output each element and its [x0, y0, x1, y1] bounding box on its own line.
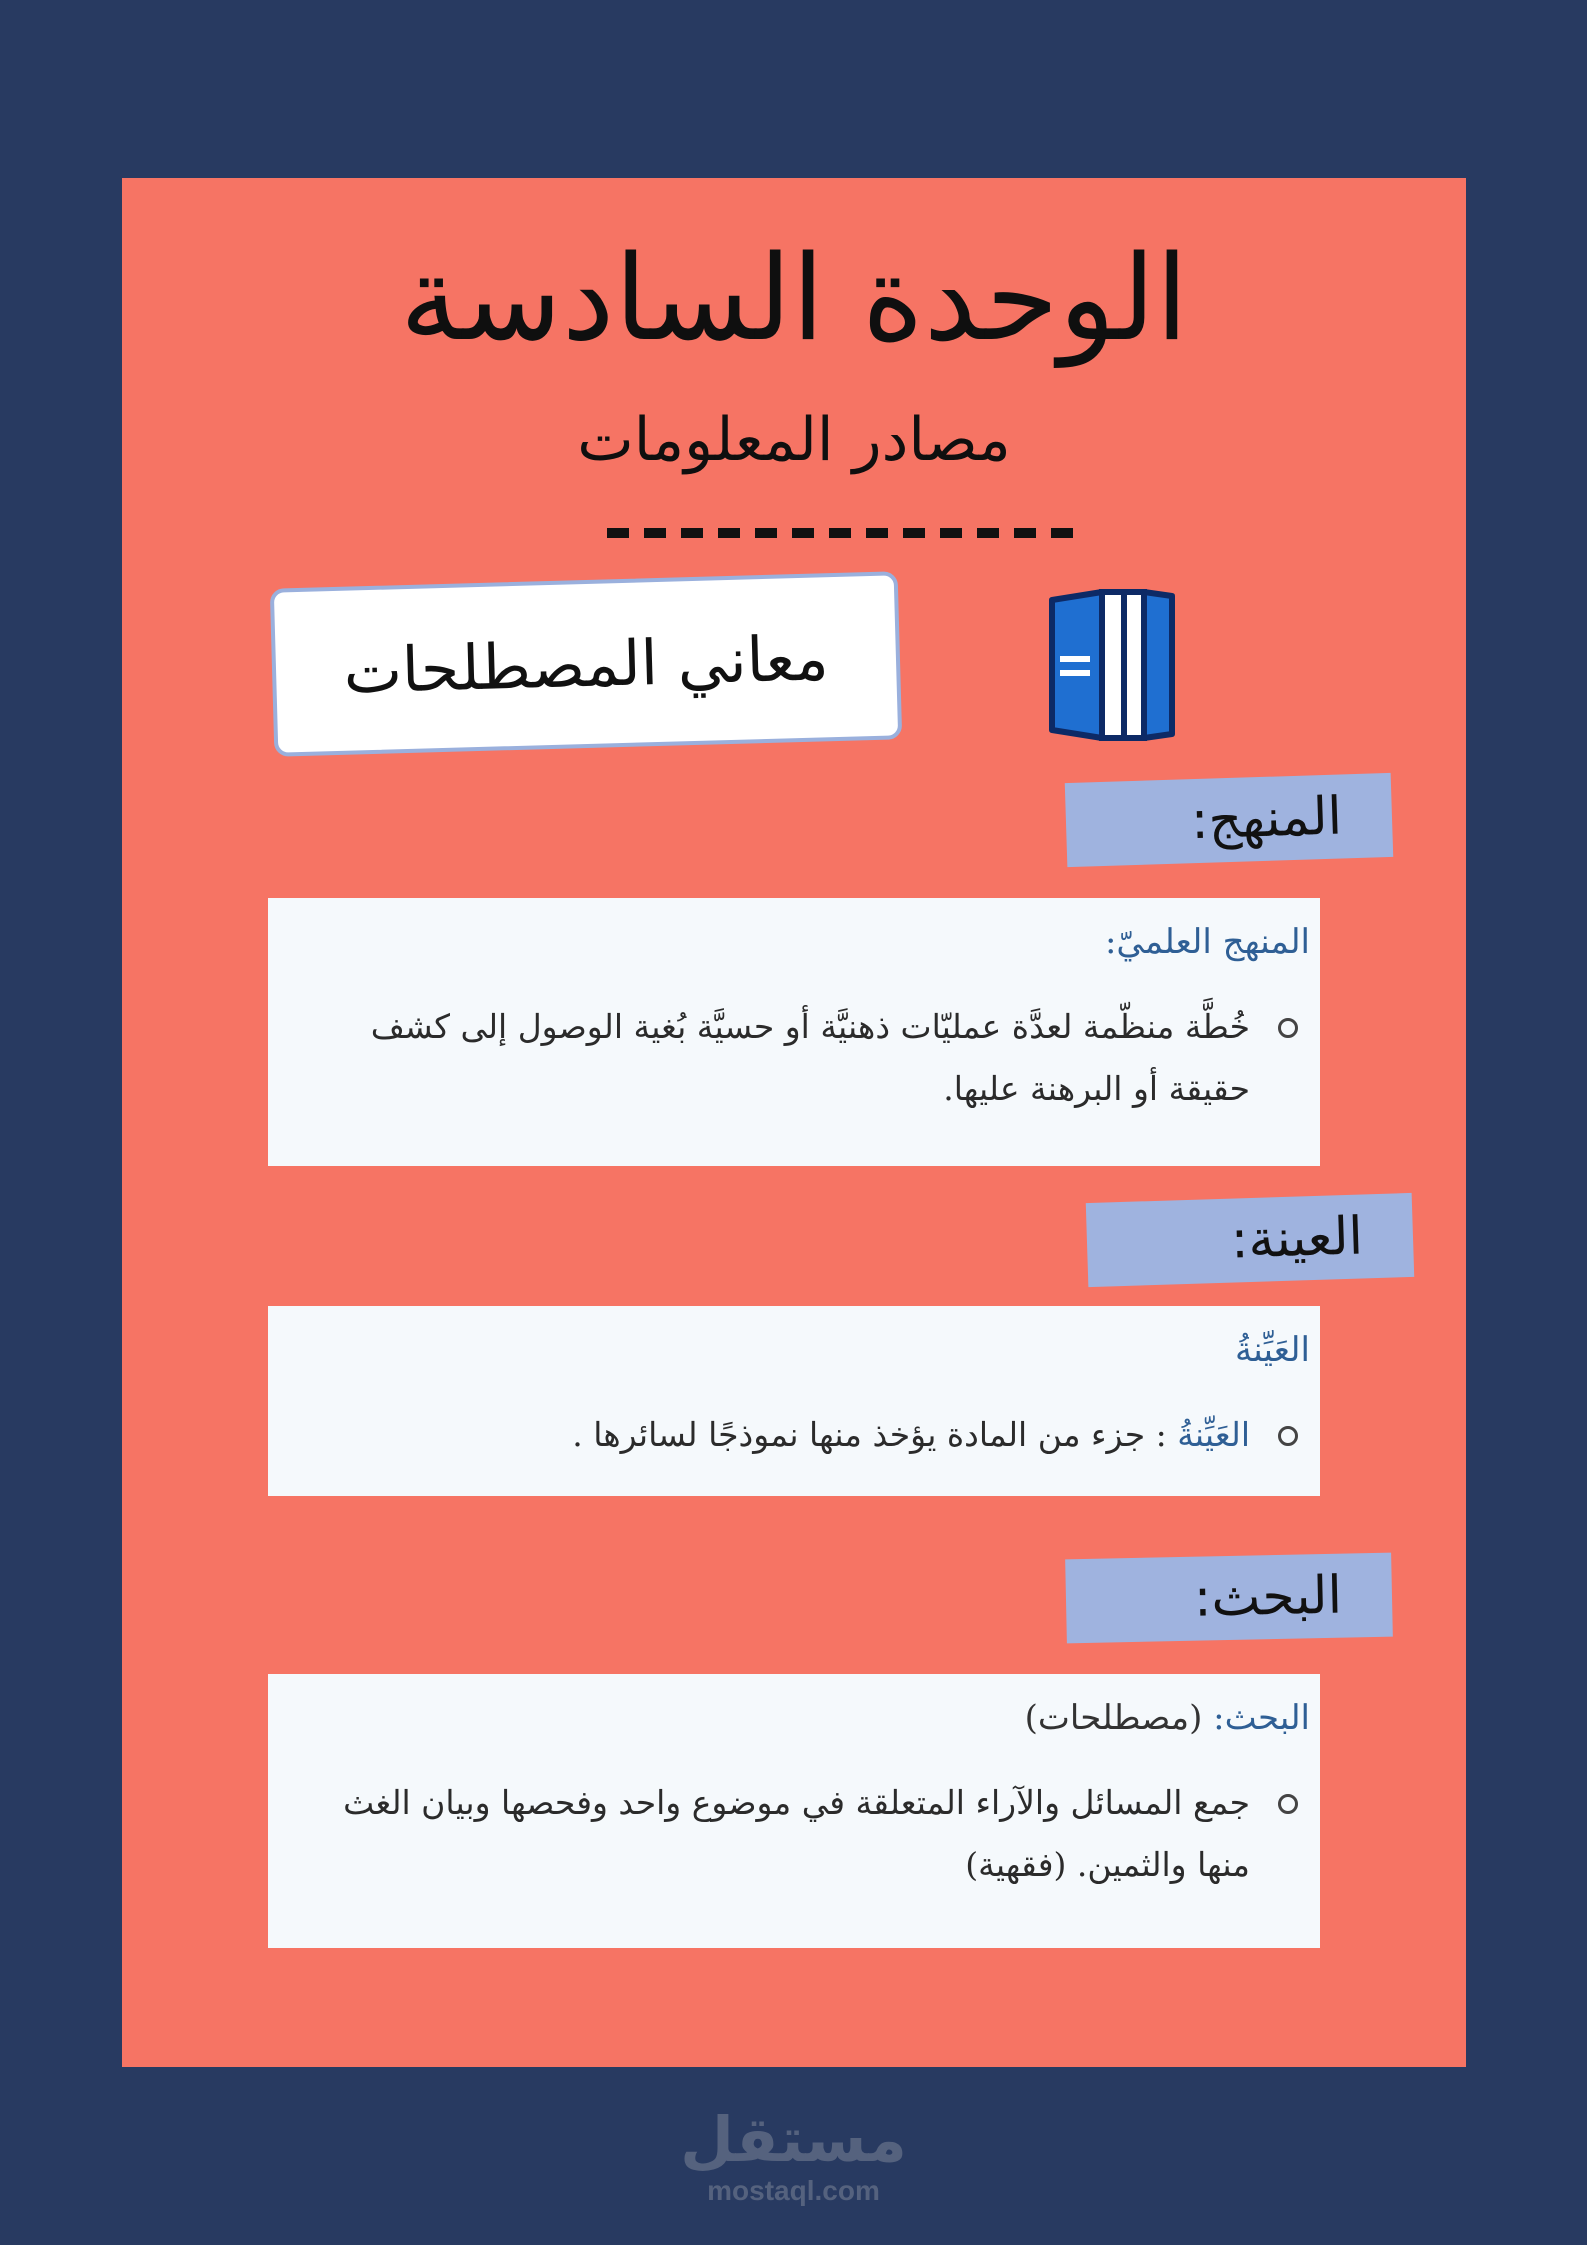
definition-heading: المنهج العلميّ: [1104, 922, 1310, 962]
definition-heading: البحث: (مصطلحات) [1024, 1698, 1310, 1738]
definition-panel-method [268, 898, 1320, 1166]
definition-item: خُطَّة منظّمة لعدَّة عمليّات ذهنيَّة أو حسيَّة بُغية الوصول إلى كشف حقيقة أو البرهنة عليها. [338, 996, 1310, 1120]
term-label-method: المنهج: [1065, 773, 1393, 867]
circle-bullet-icon [1278, 1018, 1298, 1038]
watermark-logo-text: مستقل [680, 2103, 907, 2176]
definition-panel-research [268, 1674, 1320, 1948]
unit-title: الوحدة السادسة [399, 229, 1189, 367]
definition-item: جمع المسائل والآراء المتعلقة في موضوع واحد وفحصها وبيان الغث منها والثمين. (فقهية) [338, 1772, 1310, 1896]
definition-item: العَيِّنةُ : جزء من المادة يؤخذ منها نموذجًا لسائرها . [338, 1404, 1310, 1466]
watermark-url: mostaql.com [707, 2175, 880, 2206]
definition-panel-sample [268, 1306, 1320, 1496]
watermark [0, 2105, 1587, 2207]
definition-heading: العَيِّنةُ [1235, 1330, 1310, 1370]
circle-bullet-icon [1278, 1794, 1298, 1814]
poster-card [122, 178, 1466, 2067]
unit-subtitle: مصادر المعلومات [577, 405, 1011, 475]
book-icon [1032, 578, 1182, 748]
term-label-research: البحث: [1065, 1553, 1393, 1644]
dashed-divider [607, 528, 1087, 538]
section-title-box [270, 571, 902, 756]
section-title: معاني المصطلحات [342, 620, 830, 708]
term-label-sample: العينة: [1086, 1193, 1414, 1287]
circle-bullet-icon [1278, 1426, 1298, 1446]
